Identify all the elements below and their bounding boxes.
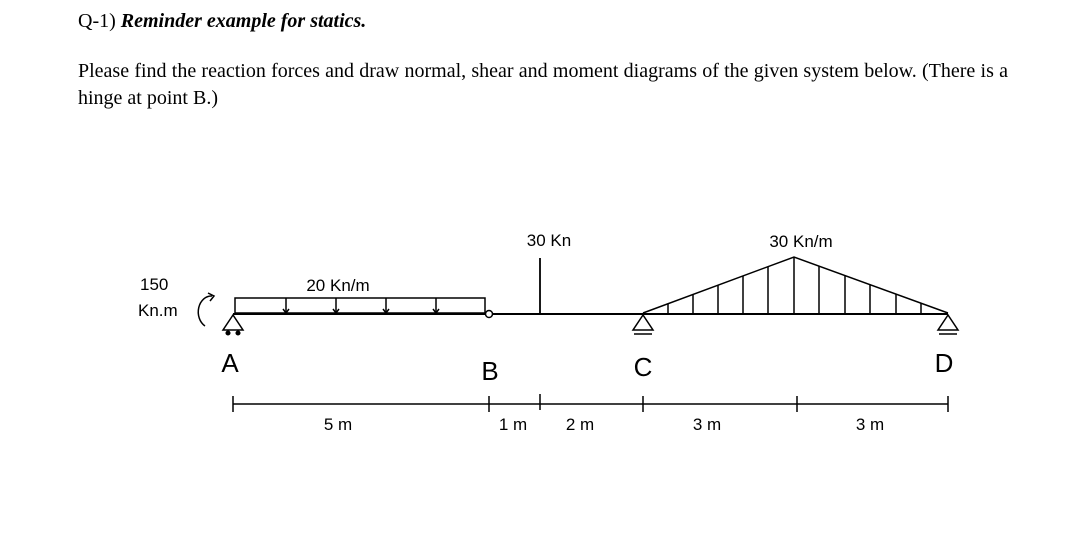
hinge-b <box>486 311 493 318</box>
span-load-c-label: 2 m <box>565 415 595 434</box>
moment-unit-label: Kn.m <box>138 301 178 320</box>
moment-value-label: 150 <box>140 275 169 294</box>
point-d-label: D <box>934 348 954 378</box>
dimension-line <box>233 394 948 412</box>
span-ab-label: 5 m <box>323 415 353 434</box>
point-c-label: C <box>633 352 653 382</box>
support-c <box>633 315 653 334</box>
point-b-label: B <box>481 356 499 386</box>
triangular-load-arrows <box>643 257 948 313</box>
support-d <box>938 315 958 334</box>
question-title: Reminder example for statics. <box>120 10 367 32</box>
span-peak-d-label: 3 m <box>855 415 885 434</box>
problem-statement: Please find the reaction forces and draw normal, shear and moment diagrams of the given system below. (There is a hinge at point B.) <box>78 60 1008 109</box>
point-a-label: A <box>221 348 239 378</box>
triangular-load-label: 30 Kn/m <box>769 232 833 251</box>
distributed-load-label: 20 Kn/m <box>306 276 370 295</box>
span-b-load-label: 1 m <box>498 415 528 434</box>
support-a <box>223 315 243 335</box>
point-load-label: 30 Kn <box>526 231 572 250</box>
distributed-load-arrows <box>235 298 485 313</box>
moment-arrowhead <box>208 293 214 301</box>
span-c-peak-label: 3 m <box>692 415 722 434</box>
question-number: Q-1) <box>78 10 116 32</box>
